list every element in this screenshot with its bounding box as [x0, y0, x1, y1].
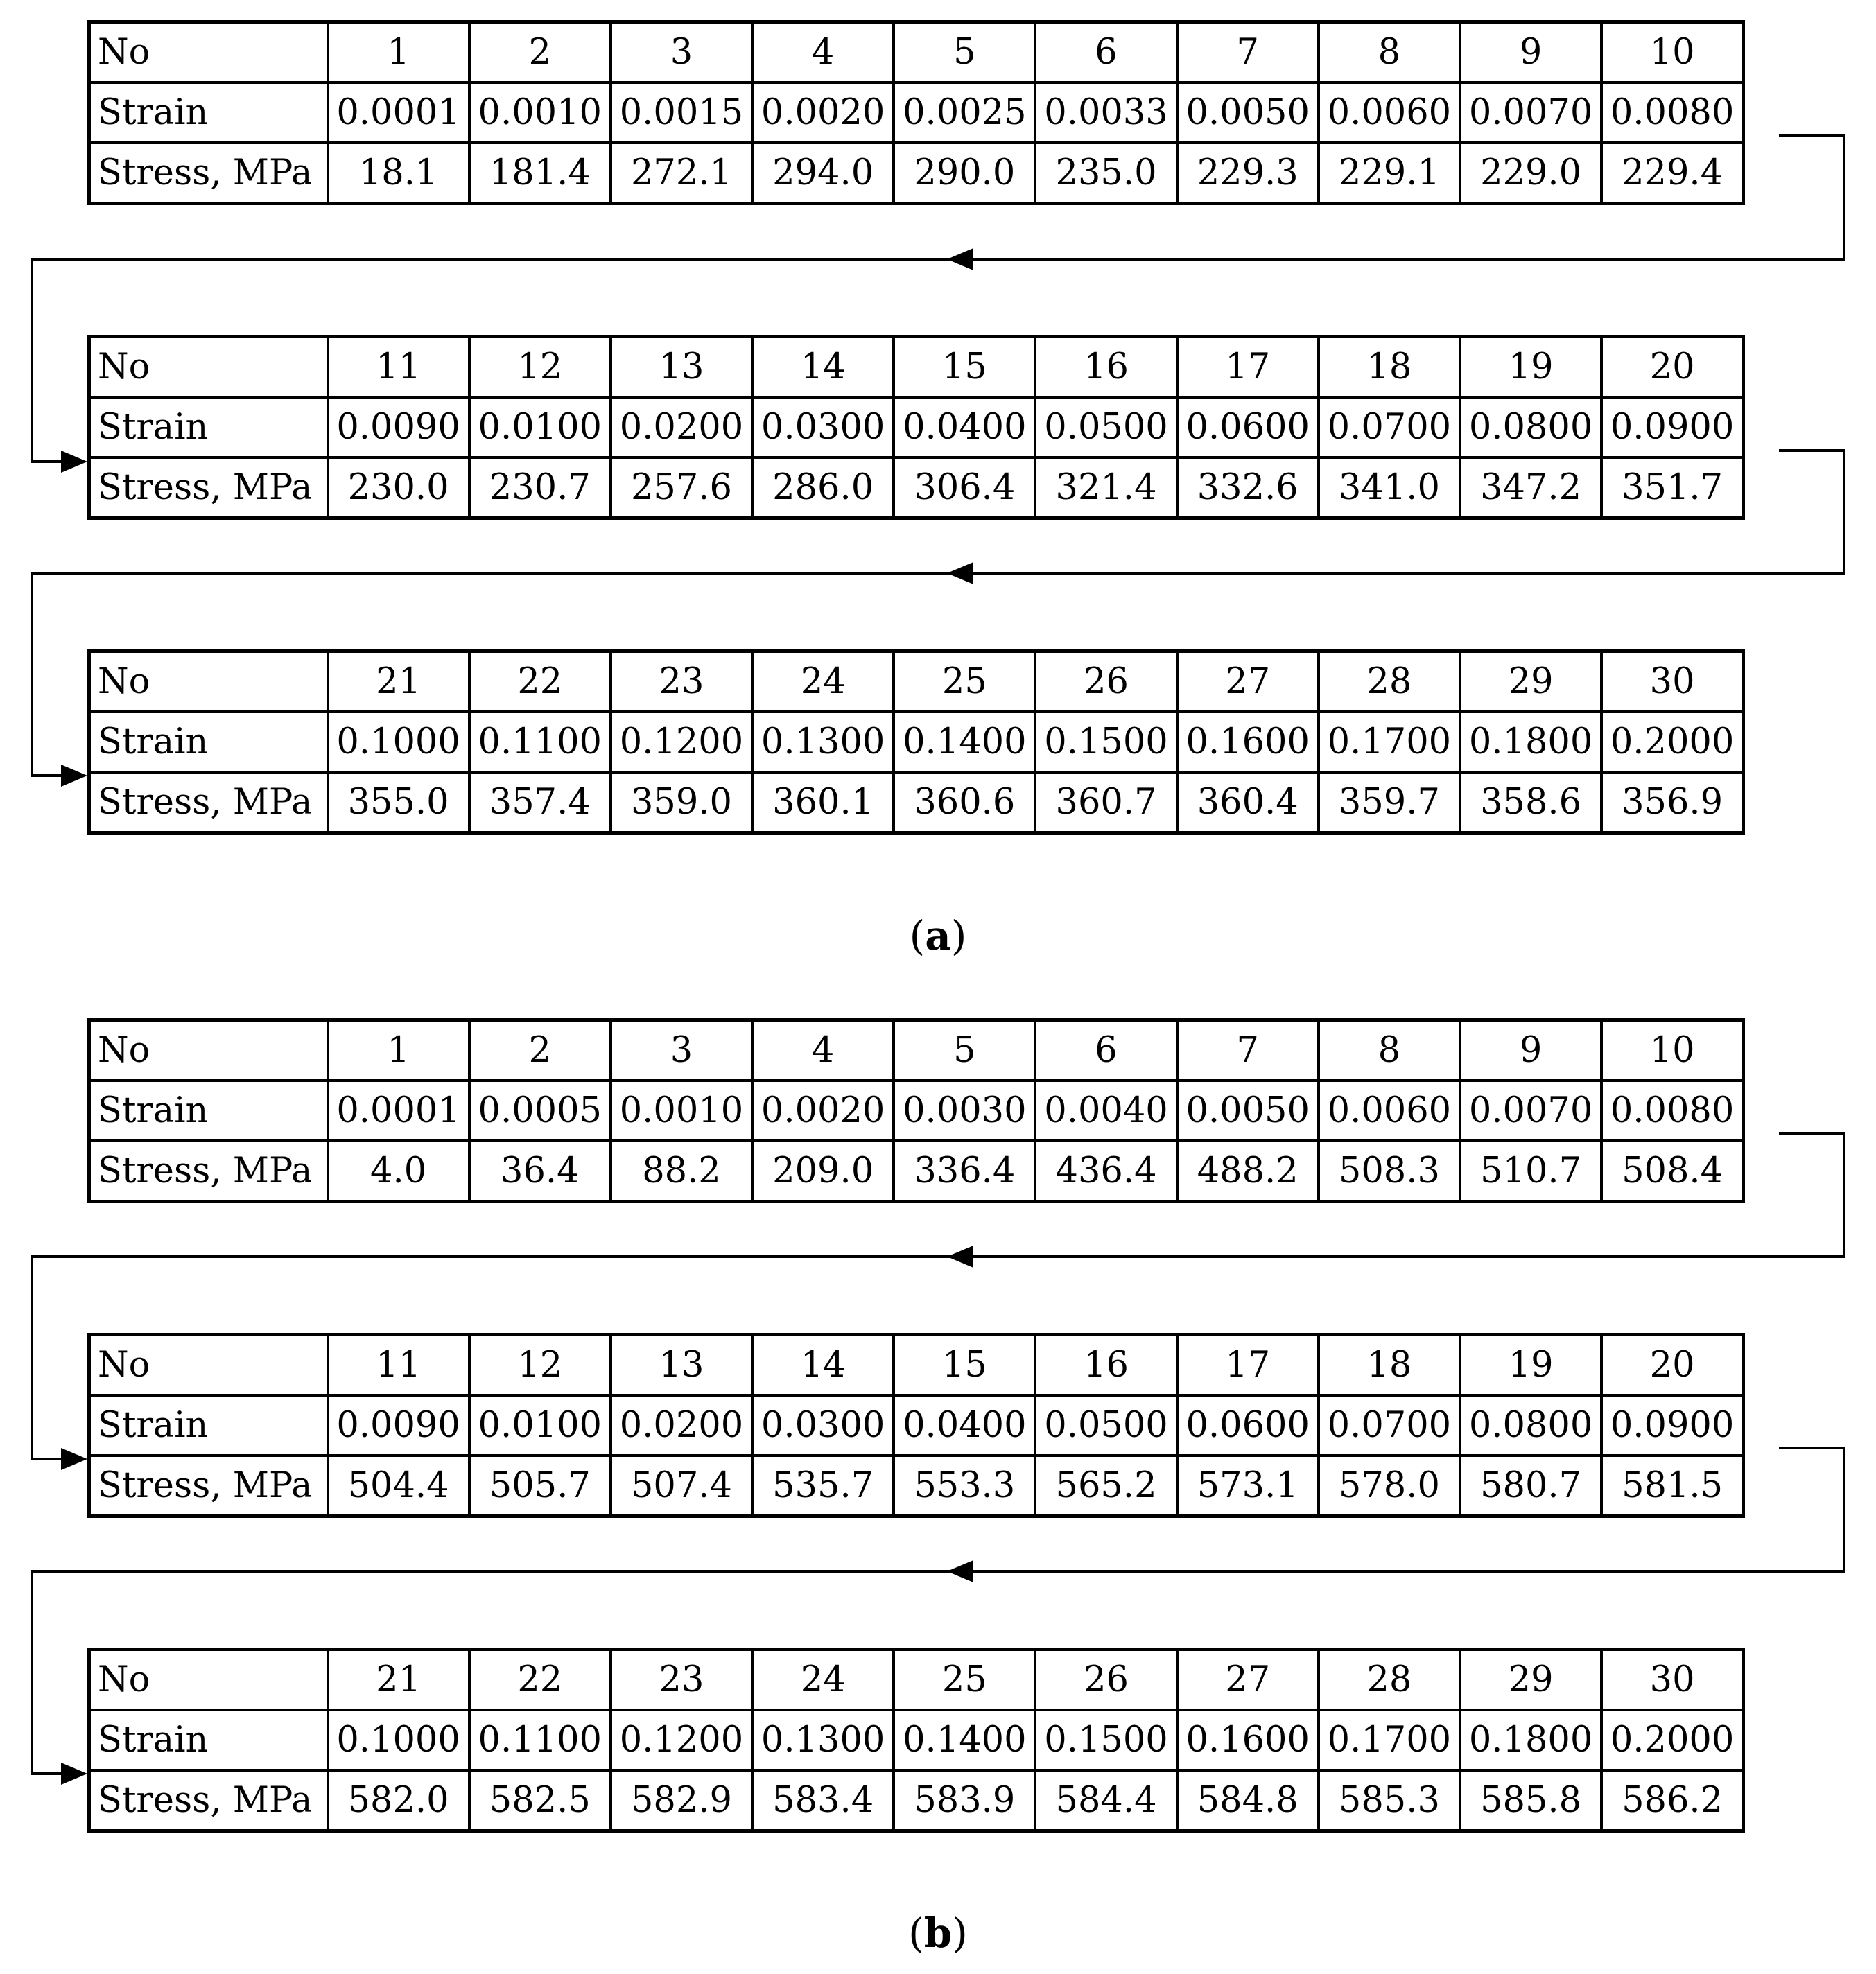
strain-cell: 0.0100: [469, 1395, 611, 1456]
strain-cell: 0.0200: [611, 397, 752, 457]
no-cell: 4: [752, 22, 894, 83]
strain-cell: 0.0600: [1177, 397, 1319, 457]
stress-cell: 586.2: [1601, 1770, 1743, 1831]
no-cell: 14: [752, 1335, 894, 1396]
no-header-cell: No: [89, 652, 328, 713]
stress-header-cell: Stress, MPa: [89, 143, 328, 204]
no-cell: 22: [469, 1650, 611, 1711]
stress-cell: 306.4: [894, 457, 1035, 518]
stress-cell: 585.8: [1460, 1770, 1601, 1831]
strain-cell: 0.0200: [611, 1395, 752, 1456]
strain-cell: 0.0500: [1035, 1395, 1176, 1456]
stress-cell: 582.0: [328, 1770, 469, 1831]
no-row: [89, 652, 1744, 713]
strain-cell: 0.1200: [611, 712, 752, 772]
strain-cell: 0.1400: [894, 712, 1035, 772]
arrowhead-left-icon: [947, 248, 973, 270]
no-cell: 3: [611, 22, 752, 83]
strain-header-cell: Strain: [89, 1710, 328, 1770]
strain-header-cell: Strain: [89, 397, 328, 457]
strain-cell: 0.0400: [894, 1395, 1035, 1456]
no-cell: 1: [328, 22, 469, 83]
no-cell: 13: [611, 337, 752, 398]
no-cell: 30: [1601, 652, 1743, 713]
stress-header-cell: Stress, MPa: [89, 1456, 328, 1517]
stress-cell: 360.6: [894, 772, 1035, 833]
stress-cell: 36.4: [469, 1141, 611, 1202]
stress-row: [89, 1141, 1744, 1202]
no-row: [89, 1650, 1744, 1711]
strain-cell: 0.0015: [611, 82, 752, 143]
strain-row: [89, 82, 1744, 143]
strain-cell: 0.0030: [894, 1081, 1035, 1141]
strain-cell: 0.0080: [1601, 1081, 1743, 1141]
stress-cell: 88.2: [611, 1141, 752, 1202]
arrowhead-right-icon: [61, 451, 87, 473]
stress-cell: 584.8: [1177, 1770, 1319, 1831]
strain-cell: 0.1400: [894, 1710, 1035, 1770]
stress-row: [89, 143, 1744, 204]
no-cell: 9: [1460, 22, 1601, 83]
stress-cell: 355.0: [328, 772, 469, 833]
strain-cell: 0.0033: [1035, 82, 1176, 143]
arrowhead-right-icon: [61, 1448, 87, 1470]
caption-b: (b): [908, 1910, 968, 1957]
strain-cell: 0.0090: [328, 1395, 469, 1456]
strain-cell: 0.0010: [611, 1081, 752, 1141]
no-header-cell: No: [89, 1650, 328, 1711]
stress-cell: 510.7: [1460, 1141, 1601, 1202]
strain-row: [89, 712, 1744, 772]
no-cell: 5: [894, 1020, 1035, 1081]
no-cell: 24: [752, 1650, 894, 1711]
stress-cell: 230.7: [469, 457, 611, 518]
arrowhead-left-icon: [947, 1560, 973, 1582]
strain-cell: 0.0020: [752, 1081, 894, 1141]
stress-header-cell: Stress, MPa: [89, 1141, 328, 1202]
caption-b-label: b: [923, 1910, 953, 1957]
arrowhead-right-icon: [61, 765, 87, 787]
no-cell: 28: [1319, 1650, 1460, 1711]
no-cell: 1: [328, 1020, 469, 1081]
no-cell: 24: [752, 652, 894, 713]
strain-cell: 0.0070: [1460, 82, 1601, 143]
strain-cell: 0.0700: [1319, 1395, 1460, 1456]
strain-cell: 0.1800: [1460, 712, 1601, 772]
no-header-cell: No: [89, 1335, 328, 1396]
table-a-3: [87, 649, 1745, 835]
no-cell: 25: [894, 1650, 1035, 1711]
stress-cell: 336.4: [894, 1141, 1035, 1202]
stress-cell: 504.4: [328, 1456, 469, 1517]
stress-cell: 209.0: [752, 1141, 894, 1202]
stress-cell: 341.0: [1319, 457, 1460, 518]
strain-header-cell: Strain: [89, 82, 328, 143]
no-cell: 6: [1035, 1020, 1176, 1081]
stress-cell: 272.1: [611, 143, 752, 204]
stress-cell: 565.2: [1035, 1456, 1176, 1517]
stress-cell: 505.7: [469, 1456, 611, 1517]
no-cell: 23: [611, 1650, 752, 1711]
no-cell: 15: [894, 337, 1035, 398]
no-cell: 2: [469, 1020, 611, 1081]
stress-cell: 581.5: [1601, 1456, 1743, 1517]
no-header-cell: No: [89, 22, 328, 83]
no-row: [89, 1335, 1744, 1396]
strain-cell: 0.0040: [1035, 1081, 1176, 1141]
strain-row: [89, 1710, 1744, 1770]
no-cell: 16: [1035, 337, 1176, 398]
strain-header-cell: Strain: [89, 712, 328, 772]
table-a-1: [87, 20, 1745, 205]
no-cell: 10: [1601, 1020, 1743, 1081]
strain-cell: 0.0001: [328, 82, 469, 143]
strain-row: [89, 1081, 1744, 1141]
no-cell: 12: [469, 1335, 611, 1396]
strain-cell: 0.0025: [894, 82, 1035, 143]
caption-a: (a): [909, 912, 967, 959]
no-cell: 12: [469, 337, 611, 398]
stress-cell: 235.0: [1035, 143, 1176, 204]
stress-cell: 585.3: [1319, 1770, 1460, 1831]
strain-cell: 0.0900: [1601, 397, 1743, 457]
no-cell: 29: [1460, 652, 1601, 713]
arrowhead-left-icon: [947, 1246, 973, 1268]
strain-cell: 0.0700: [1319, 397, 1460, 457]
strain-cell: 0.0080: [1601, 82, 1743, 143]
table-b-2: [87, 1333, 1745, 1518]
no-cell: 30: [1601, 1650, 1743, 1711]
stress-cell: 357.4: [469, 772, 611, 833]
no-cell: 11: [328, 337, 469, 398]
stress-cell: 583.9: [894, 1770, 1035, 1831]
strain-cell: 0.1700: [1319, 1710, 1460, 1770]
no-cell: 3: [611, 1020, 752, 1081]
stress-cell: 332.6: [1177, 457, 1319, 518]
arrowhead-left-icon: [947, 562, 973, 584]
stress-row: [89, 457, 1744, 518]
strain-cell: 0.0300: [752, 1395, 894, 1456]
no-cell: 18: [1319, 337, 1460, 398]
no-cell: 27: [1177, 652, 1319, 713]
no-cell: 28: [1319, 652, 1460, 713]
no-cell: 6: [1035, 22, 1176, 83]
stress-cell: 351.7: [1601, 457, 1743, 518]
no-header-cell: No: [89, 337, 328, 398]
no-cell: 11: [328, 1335, 469, 1396]
stress-cell: 181.4: [469, 143, 611, 204]
stress-cell: 290.0: [894, 143, 1035, 204]
no-cell: 18: [1319, 1335, 1460, 1396]
stress-cell: 360.7: [1035, 772, 1176, 833]
stress-cell: 507.4: [611, 1456, 752, 1517]
strain-cell: 0.1700: [1319, 712, 1460, 772]
stress-cell: 4.0: [328, 1141, 469, 1202]
no-cell: 15: [894, 1335, 1035, 1396]
strain-cell: 0.1000: [328, 1710, 469, 1770]
strain-cell: 0.0060: [1319, 1081, 1460, 1141]
no-cell: 8: [1319, 1020, 1460, 1081]
strain-header-cell: Strain: [89, 1081, 328, 1141]
strain-cell: 0.0005: [469, 1081, 611, 1141]
stress-cell: 583.4: [752, 1770, 894, 1831]
stress-cell: 580.7: [1460, 1456, 1601, 1517]
stress-cell: 347.2: [1460, 457, 1601, 518]
strain-cell: 0.0400: [894, 397, 1035, 457]
strain-cell: 0.1100: [469, 1710, 611, 1770]
strain-cell: 0.1300: [752, 1710, 894, 1770]
arrowhead-right-icon: [61, 1763, 87, 1785]
strain-cell: 0.1000: [328, 712, 469, 772]
stress-cell: 582.9: [611, 1770, 752, 1831]
strain-cell: 0.0060: [1319, 82, 1460, 143]
no-cell: 7: [1177, 22, 1319, 83]
no-cell: 19: [1460, 1335, 1601, 1396]
stress-cell: 508.3: [1319, 1141, 1460, 1202]
stress-cell: 584.4: [1035, 1770, 1176, 1831]
stress-cell: 229.0: [1460, 143, 1601, 204]
table-a-2: [87, 335, 1745, 520]
strain-cell: 0.1200: [611, 1710, 752, 1770]
no-cell: 2: [469, 22, 611, 83]
caption-a-label: a: [925, 912, 951, 959]
no-cell: 26: [1035, 652, 1176, 713]
no-cell: 21: [328, 1650, 469, 1711]
strain-cell: 0.0800: [1460, 1395, 1601, 1456]
stress-cell: 535.7: [752, 1456, 894, 1517]
stress-cell: 359.7: [1319, 772, 1460, 833]
stress-cell: 229.4: [1601, 143, 1743, 204]
strain-cell: 0.0090: [328, 397, 469, 457]
stress-cell: 230.0: [328, 457, 469, 518]
no-cell: 14: [752, 337, 894, 398]
strain-cell: 0.0300: [752, 397, 894, 457]
no-row: [89, 22, 1744, 83]
stress-cell: 553.3: [894, 1456, 1035, 1517]
strain-cell: 0.2000: [1601, 712, 1743, 772]
no-cell: 16: [1035, 1335, 1176, 1396]
strain-cell: 0.0010: [469, 82, 611, 143]
strain-cell: 0.0500: [1035, 397, 1176, 457]
no-cell: 29: [1460, 1650, 1601, 1711]
stress-row: [89, 1456, 1744, 1517]
stress-cell: 508.4: [1601, 1141, 1743, 1202]
stress-cell: 573.1: [1177, 1456, 1319, 1517]
no-cell: 27: [1177, 1650, 1319, 1711]
stress-cell: 18.1: [328, 143, 469, 204]
stress-cell: 229.1: [1319, 143, 1460, 204]
no-cell: 20: [1601, 1335, 1743, 1396]
no-cell: 8: [1319, 22, 1460, 83]
no-row: [89, 337, 1744, 398]
stress-cell: 360.4: [1177, 772, 1319, 833]
stress-cell: 294.0: [752, 143, 894, 204]
stress-cell: 436.4: [1035, 1141, 1176, 1202]
strain-cell: 0.0070: [1460, 1081, 1601, 1141]
strain-row: [89, 1395, 1744, 1456]
strain-cell: 0.0800: [1460, 397, 1601, 457]
strain-cell: 0.1600: [1177, 1710, 1319, 1770]
no-cell: 4: [752, 1020, 894, 1081]
stress-header-cell: Stress, MPa: [89, 457, 328, 518]
strain-cell: 0.1300: [752, 712, 894, 772]
strain-cell: 0.2000: [1601, 1710, 1743, 1770]
strain-cell: 0.0900: [1601, 1395, 1743, 1456]
stress-cell: 360.1: [752, 772, 894, 833]
strain-cell: 0.0050: [1177, 82, 1319, 143]
no-cell: 21: [328, 652, 469, 713]
no-cell: 26: [1035, 1650, 1176, 1711]
no-cell: 22: [469, 652, 611, 713]
stress-cell: 582.5: [469, 1770, 611, 1831]
table-b-3: [87, 1648, 1745, 1833]
strain-cell: 0.0100: [469, 397, 611, 457]
no-cell: 25: [894, 652, 1035, 713]
stress-cell: 359.0: [611, 772, 752, 833]
no-cell: 7: [1177, 1020, 1319, 1081]
stress-header-cell: Stress, MPa: [89, 772, 328, 833]
stress-cell: 229.3: [1177, 143, 1319, 204]
strain-cell: 0.1800: [1460, 1710, 1601, 1770]
no-cell: 20: [1601, 337, 1743, 398]
stress-row: [89, 772, 1744, 833]
stress-header-cell: Stress, MPa: [89, 1770, 328, 1831]
strain-cell: 0.0020: [752, 82, 894, 143]
strain-header-cell: Strain: [89, 1395, 328, 1456]
strain-cell: 0.1500: [1035, 712, 1176, 772]
stress-cell: 321.4: [1035, 457, 1176, 518]
no-row: [89, 1020, 1744, 1081]
no-cell: 13: [611, 1335, 752, 1396]
no-cell: 17: [1177, 337, 1319, 398]
no-cell: 19: [1460, 337, 1601, 398]
no-cell: 5: [894, 22, 1035, 83]
stress-cell: 356.9: [1601, 772, 1743, 833]
stress-cell: 578.0: [1319, 1456, 1460, 1517]
stress-cell: 257.6: [611, 457, 752, 518]
table-b-1: [87, 1018, 1745, 1203]
no-header-cell: No: [89, 1020, 328, 1081]
strain-cell: 0.0600: [1177, 1395, 1319, 1456]
no-cell: 10: [1601, 22, 1743, 83]
no-cell: 17: [1177, 1335, 1319, 1396]
no-cell: 9: [1460, 1020, 1601, 1081]
stress-cell: 488.2: [1177, 1141, 1319, 1202]
strain-cell: 0.1600: [1177, 712, 1319, 772]
strain-cell: 0.0050: [1177, 1081, 1319, 1141]
strain-cell: 0.0001: [328, 1081, 469, 1141]
no-cell: 23: [611, 652, 752, 713]
strain-cell: 0.1500: [1035, 1710, 1176, 1770]
stress-row: [89, 1770, 1744, 1831]
stress-cell: 286.0: [752, 457, 894, 518]
strain-row: [89, 397, 1744, 457]
strain-cell: 0.1100: [469, 712, 611, 772]
stress-cell: 358.6: [1460, 772, 1601, 833]
